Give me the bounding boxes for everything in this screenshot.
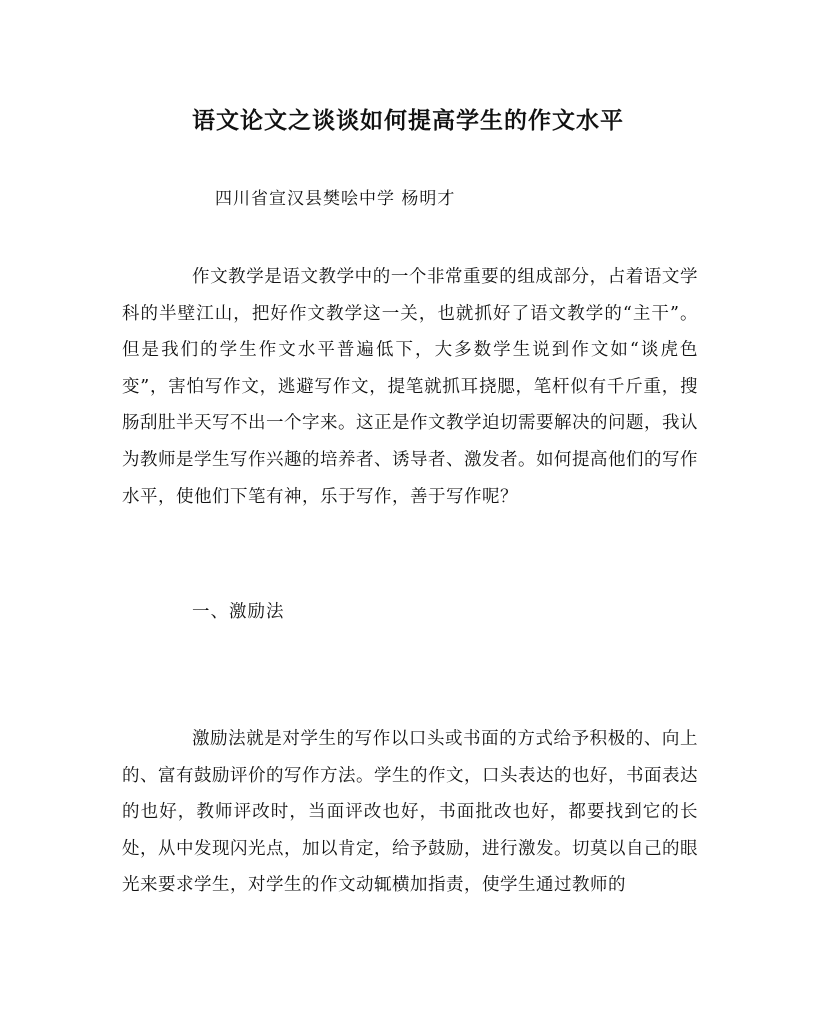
- intro-paragraph: 作文教学是语文教学中的一个非常重要的组成部分，占着语文学科的半壁江山，把好作文教学这一关，也就抓好了语文教学的“主干”。但是我们的学生作文水平普遍低下，大多数学生说到作文如“谈虎色变”，害怕写作文，逃避写作文，提笔就抓耳挠腮，笔杆似有千斤重，搜肠刮肚半天写不出一个字来。这正是作文教学迫切需要解决的问题，我认为教师是学生写作兴趣的培养者、诱导者、激发者。如何提高他们的写作水平，使他们下笔有神，乐于写作，善于写作呢？: [122, 267, 698, 507]
- author-byline: 四川省宣汉县樊哙中学 杨明才: [215, 189, 456, 209]
- section-heading: 一、激励法: [192, 602, 285, 622]
- body-paragraph: 激励法就是对学生的写作以口头或书面的方式给予积极的、向上的、富有鼓励评价的写作方法。学生的作文，口头表达的也好，书面表达的也好，教师评改时，当面评改也好，书面批改也好，都要找到它的长处，从中发现闪光点，加以肯定，给予鼓励，进行激发。切莫以自己的眼光来要求学生，对学生的作文动辄横加指责，使学生通过教师的: [122, 729, 698, 896]
- document-title: 语文论文之谈谈如何提高学生的作文水平: [192, 107, 624, 134]
